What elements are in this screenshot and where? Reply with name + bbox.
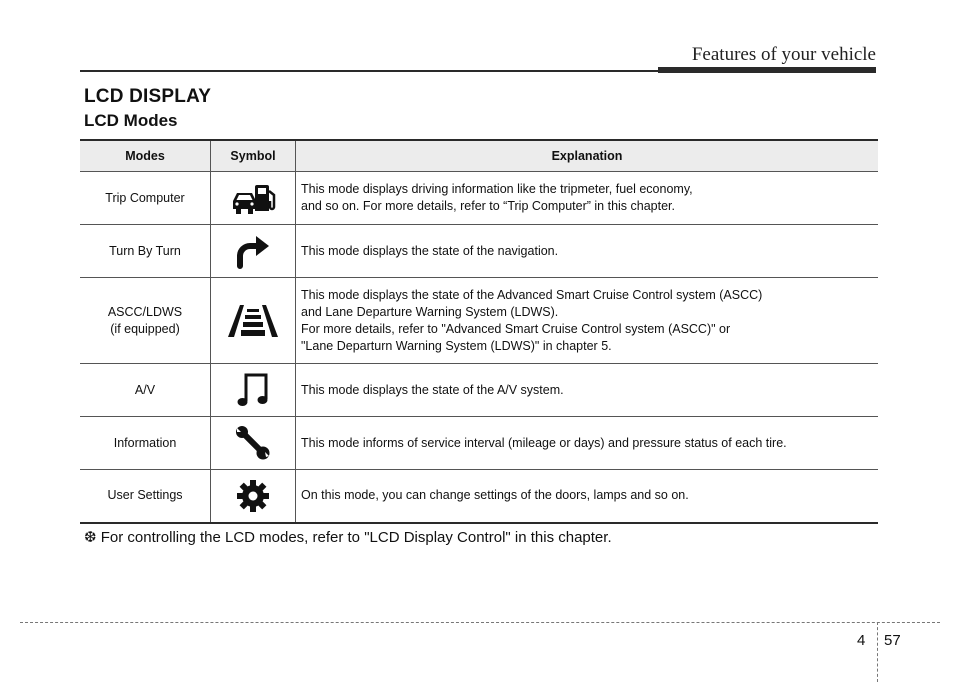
mode-label-note: (if equipped) (110, 321, 180, 336)
footnote-text: For controlling the LCD modes, refer to "LCD Display Control" in this chapter. (100, 529, 612, 546)
section-subtitle: LCD Modes (84, 111, 178, 130)
symbol-cell (211, 172, 296, 225)
wrench-icon (211, 425, 295, 461)
explanation-cell (296, 417, 879, 470)
explanation-cell (296, 364, 879, 417)
mode-cell (80, 364, 211, 417)
symbol-cell (211, 417, 296, 470)
mode-label: Information (113, 435, 177, 450)
page-number: 57 (884, 632, 901, 649)
explanation-line: This mode displays driving information like the tripmeter, fuel economy, (301, 182, 693, 196)
footer-page-divider (877, 622, 878, 682)
mode-label: ASCC/LDWS (107, 304, 183, 319)
table-row (80, 278, 878, 364)
explanation-cell (296, 470, 879, 523)
table-row (80, 470, 878, 523)
section-title: LCD DISPLAY (84, 86, 212, 107)
explanation-line: This mode displays the state of the A/V system. (301, 382, 564, 397)
column-header-symbol: Symbol (211, 140, 296, 172)
lane-road-icon (211, 303, 295, 339)
symbol-cell (211, 225, 296, 278)
explanation-line: and so on. For more details, refer to “Trip Computer” in this chapter. (301, 199, 675, 213)
explanation-line: This mode displays the state of the Advanced Smart Cruise Control system (ASCC) (301, 287, 763, 302)
explanation-line: This mode displays the state of the navigation. (301, 243, 559, 258)
turn-arrow-icon (211, 233, 295, 269)
symbol-cell (211, 278, 296, 364)
table-row (80, 364, 878, 417)
chapter-number: 4 (857, 632, 866, 649)
explanation-line: On this mode, you can change settings of the doors, lamps and so on. (301, 488, 689, 503)
explanation-cell (296, 225, 879, 278)
explanation-line: "Lane Departurn Warning System (LDWS)" in chapter 5. (301, 338, 612, 353)
mode-cell (80, 470, 211, 523)
gear-icon (211, 478, 295, 514)
fuel-pump-car-icon (211, 179, 295, 217)
running-head: Features of your vehicle (691, 44, 876, 65)
column-header-explanation: Explanation (296, 140, 879, 172)
mode-label: User Settings (107, 488, 183, 503)
table-header-row (80, 140, 878, 172)
music-note-icon (211, 371, 295, 409)
explanation-line: and Lane Departure Warning System (LDWS). (301, 304, 559, 319)
mode-cell (80, 172, 211, 225)
mode-label: Turn By Turn (109, 243, 181, 258)
footer-divider (20, 622, 940, 623)
footnote (84, 528, 612, 546)
symbol-cell (211, 470, 296, 523)
table-row (80, 225, 878, 278)
table-row (80, 172, 878, 225)
lcd-modes-table (80, 139, 878, 524)
explanation-cell (296, 278, 879, 364)
mode-label: Trip Computer (105, 190, 185, 205)
mode-cell (80, 225, 211, 278)
header-rule-accent (658, 67, 876, 73)
mode-cell (80, 417, 211, 470)
footnote-marker-icon: ❆ (84, 529, 97, 546)
column-header-modes: Modes (80, 140, 211, 172)
explanation-cell (296, 172, 879, 225)
mode-cell (80, 278, 211, 364)
mode-label: A/V (134, 382, 156, 397)
symbol-cell (211, 364, 296, 417)
explanation-line: For more details, refer to "Advanced Smart Cruise Control system (ASCC)" or (301, 321, 731, 336)
explanation-line: This mode informs of service interval (mileage or days) and pressure status of each tire. (301, 435, 787, 450)
table-row (80, 417, 878, 470)
